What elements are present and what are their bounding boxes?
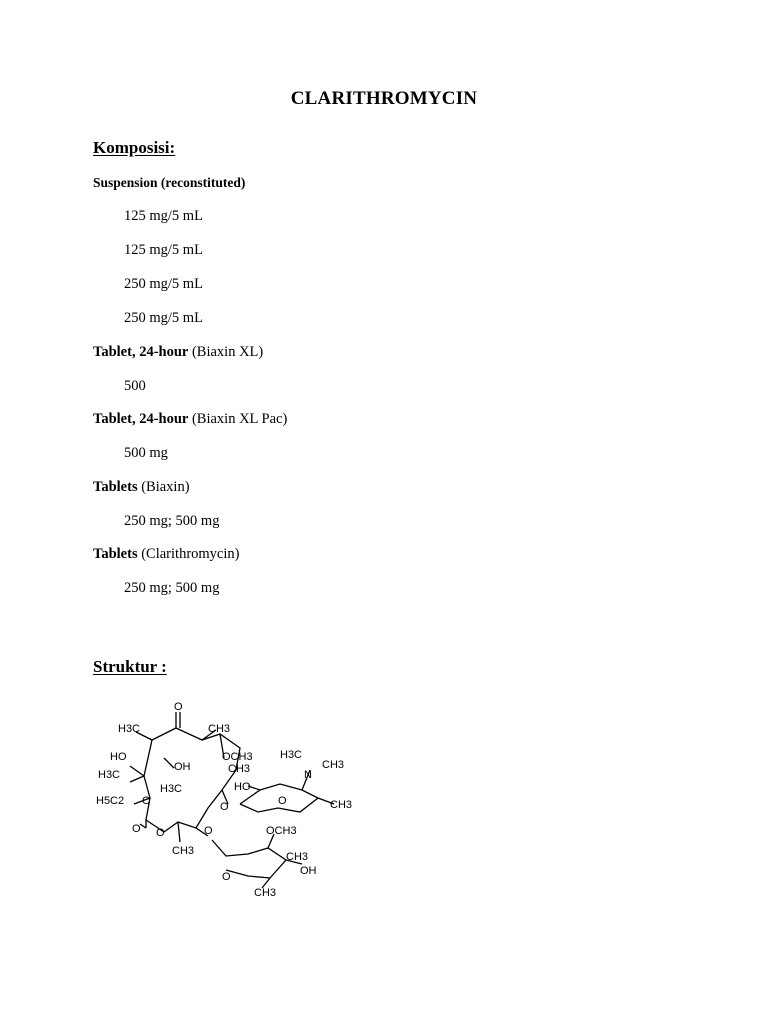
clarithromycin-structure-diagram (90, 700, 370, 900)
atom-o-carbonyl: O (132, 823, 141, 835)
suspension-value-3: 250 mg/5 mL (124, 276, 203, 292)
atom-ch3-1: CH3 (208, 723, 231, 735)
atom-o-ester: O (156, 827, 165, 839)
tablets-clari-line (93, 546, 239, 563)
atom-o-sugar: O (278, 795, 287, 807)
atom-h5c2: H5C2 (96, 795, 125, 807)
suspension-label: Suspension (reconstituted) (93, 175, 246, 190)
atom-o-ring: O (142, 795, 151, 807)
komposisi-heading: Komposisi: (93, 138, 176, 157)
tablet-xl-pac-brand: (Biaxin XL Pac) (191, 411, 288, 427)
tablets-biaxin-line (93, 479, 190, 496)
atom-ho-1: HO (110, 751, 127, 763)
tablets-biaxin-brand: (Biaxin) (141, 479, 190, 495)
struktur-heading: Struktur : (93, 657, 167, 676)
atom-ch3-sugar: CH3 (330, 799, 353, 811)
tablets-clari-brand: (Clarithromycin) (141, 546, 240, 562)
tablet-xl-line (93, 344, 263, 361)
atom-o-sugar2: O (222, 871, 231, 883)
tablet-xl-pac-line (93, 411, 287, 428)
atom-ho-2: HO (234, 781, 251, 793)
atom-ch3-n: CH3 (322, 759, 345, 771)
atom-o-link2: O (204, 825, 213, 837)
atom-n: N (304, 769, 312, 781)
tablet-xl-pac-label: Tablet, 24-hour (93, 411, 189, 427)
tablet-xl-pac-value: 500 mg (124, 445, 168, 461)
atom-h3c-3: H3C (160, 783, 183, 795)
atom-ch3-5: CH3 (254, 887, 277, 899)
tablet-xl-label: Tablet, 24-hour (93, 344, 189, 360)
tablets-biaxin-label: Tablets (93, 479, 138, 495)
atom-ch3-2: CH3 (228, 763, 251, 775)
tablets-biaxin-value: 250 mg; 500 mg (124, 513, 220, 529)
tablet-xl-value: 500 (124, 378, 146, 394)
page-title: CLARITHROMYCIN (290, 88, 478, 109)
tablets-clari-label: Tablets (93, 546, 138, 562)
atom-h3c-n: H3C (280, 749, 303, 761)
atom-h3c-2: H3C (98, 769, 121, 781)
structure-atom-labels (96, 701, 352, 899)
atom-och3-1: OCH3 (222, 751, 253, 763)
atom-och3-2: OCH3 (266, 825, 297, 837)
atom-oh-2: OH (300, 865, 317, 877)
tablet-xl-brand: (Biaxin XL) (191, 344, 264, 360)
suspension-value-4: 250 mg/5 mL (124, 310, 203, 326)
atom-ch3-4: CH3 (286, 851, 309, 863)
atom-o-top: O (174, 701, 183, 713)
atom-ch3-3: CH3 (172, 845, 195, 857)
suspension-value-1: 125 mg/5 mL (124, 208, 203, 224)
atom-oh-1: OH (174, 761, 191, 773)
tablets-clari-value: 250 mg; 500 mg (124, 580, 220, 596)
atom-h3c-1: H3C (118, 723, 141, 735)
atom-o-link: O (220, 801, 229, 813)
suspension-value-2: 125 mg/5 mL (124, 242, 203, 258)
